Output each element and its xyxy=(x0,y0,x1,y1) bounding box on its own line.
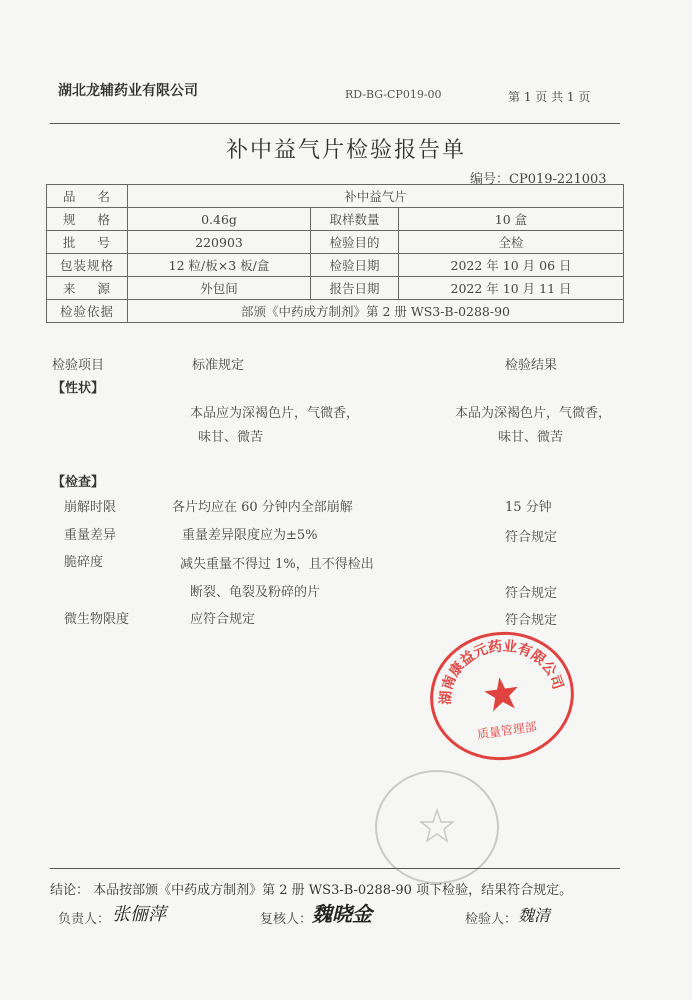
inspector-signature: 魏清 xyxy=(518,906,551,925)
seal-dept: 质量管理部 xyxy=(476,719,538,742)
spec-label: 规 格 xyxy=(63,212,111,227)
basis-label: 检验依据 xyxy=(47,300,128,323)
report-date-label: 报告日期 xyxy=(311,277,399,300)
page-info: 第 1 页 共 1 页 xyxy=(508,90,591,104)
batch-value: 220903 xyxy=(128,231,311,254)
purpose-label: 检验目的 xyxy=(311,231,399,254)
check-standard: 断裂、龟裂及粉碎的片 xyxy=(190,585,321,600)
check-item: 脆碎度 xyxy=(64,555,104,570)
conclusion: 结论： 本品按部颁《中药成方制剂》第 2 册 WS3-B-0288-90 项下检验，结果符合规定。 xyxy=(50,883,573,898)
report-date-value: 2022 年 10 月 11 日 xyxy=(399,277,624,300)
name-label: 品 名 xyxy=(63,189,111,204)
source-value: 外包间 xyxy=(128,277,311,300)
properties-result-line2: 味甘、微苦 xyxy=(498,430,564,445)
seal-graphic xyxy=(425,626,579,766)
basis-value: 部颁《中药成方制剂》第 2 册 WS3-B-0288-90 xyxy=(128,300,624,323)
table-row xyxy=(47,231,624,254)
check-result: 符合规定 xyxy=(505,613,558,628)
document-number: RD-BG-CP019-00 xyxy=(345,88,442,101)
table-row xyxy=(47,185,624,208)
properties-result-line1: 本品为深褐色片，气微香， xyxy=(455,406,612,421)
test-date-value: 2022 年 10 月 06 日 xyxy=(399,254,624,277)
check-result: 15 分钟 xyxy=(505,500,552,515)
footer-rule xyxy=(50,868,620,869)
reviewer-label: 复核人： xyxy=(260,912,313,927)
label-cell xyxy=(47,185,128,208)
properties-standard-line2: 味甘、微苦 xyxy=(198,430,264,445)
check-result: 符合规定 xyxy=(505,530,558,545)
test-date-label: 检验日期 xyxy=(311,254,399,277)
column-item: 检验项目 xyxy=(52,358,105,373)
inspector-label: 检验人： xyxy=(465,912,518,927)
reviewer-signature: 魏晓金 xyxy=(312,902,372,926)
responsible-signature: 张俪萍 xyxy=(112,904,166,925)
check-item: 重量差异 xyxy=(64,528,117,543)
check-standard: 减失重量不得过 1%，且不得检出 xyxy=(180,557,374,572)
faint-seal-graphic xyxy=(377,772,497,882)
pack-label: 包装规格 xyxy=(47,254,128,277)
batch-label: 批 号 xyxy=(63,235,111,250)
check-item: 微生物限度 xyxy=(64,612,130,627)
label-cell xyxy=(47,277,128,300)
properties-heading: 【性状】 xyxy=(52,381,105,396)
check-standard: 应符合规定 xyxy=(190,612,256,627)
label-cell xyxy=(47,208,128,231)
table-row xyxy=(47,254,624,277)
check-standard: 重量差异限度应为±5% xyxy=(182,528,318,543)
seal-text-path: 湖南康益元药业有限公司 xyxy=(438,638,566,706)
column-result: 检验结果 xyxy=(505,358,558,373)
header-rule xyxy=(50,123,620,124)
spec-value: 0.46g xyxy=(128,208,311,231)
source-label: 来 源 xyxy=(63,281,111,296)
qty-label: 取样数量 xyxy=(311,208,399,231)
check-standard: 各片均应在 60 分钟内全部崩解 xyxy=(172,500,353,515)
table-row xyxy=(47,300,624,323)
faint-seal xyxy=(375,770,499,884)
table-row xyxy=(47,277,624,300)
qty-value: 10 盒 xyxy=(399,208,624,231)
report-title: 补中益气片检验报告单 xyxy=(225,138,466,163)
label-cell xyxy=(47,231,128,254)
checks-heading: 【检查】 xyxy=(52,475,105,490)
responsible-label: 负责人： xyxy=(58,912,111,927)
properties-standard-line1: 本品应为深褐色片，气微香， xyxy=(190,406,360,421)
purpose-value: 全检 xyxy=(399,231,624,254)
name-value: 补中益气片 xyxy=(128,185,624,208)
faint-star-icon xyxy=(421,810,453,841)
company-seal xyxy=(422,623,582,770)
company-name: 湖北龙辅药业有限公司 xyxy=(58,83,198,99)
check-result: 符合规定 xyxy=(505,586,558,601)
check-item: 崩解时限 xyxy=(64,500,117,515)
seal-star-icon xyxy=(483,675,521,712)
report-serial: 编号：CP019-221003 xyxy=(470,172,607,187)
pack-value: 12 粒/板×3 板/盒 xyxy=(128,254,311,277)
info-table xyxy=(46,184,624,323)
table-row xyxy=(47,208,624,231)
column-standard: 标准规定 xyxy=(192,358,245,373)
